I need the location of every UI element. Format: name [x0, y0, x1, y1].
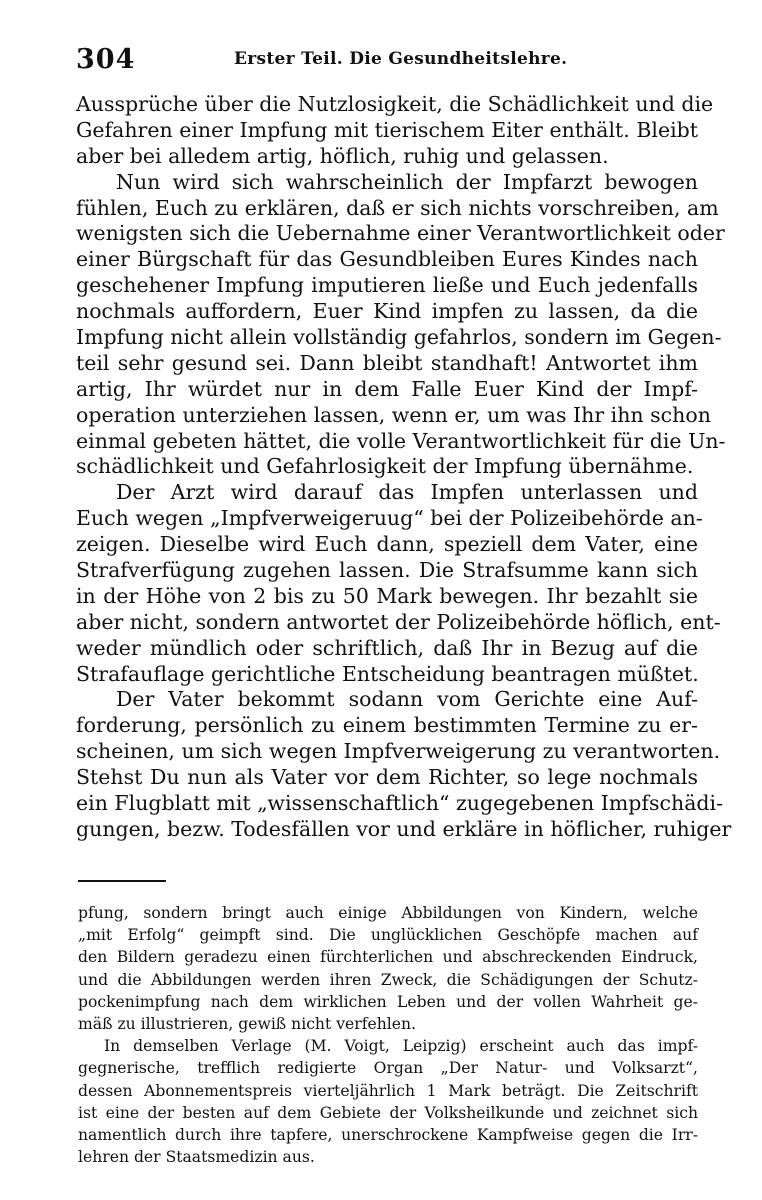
body-line: fühlen, Euch zu erklären, daß er sich nichts vorschreiben, am — [76, 195, 719, 220]
footnote-line: pockenimpfung nach dem wirklichen Leben und der vollen Wahrheit ge- — [78, 992, 698, 1011]
footnote-line: ist eine der besten auf dem Gebiete der Volksheilkunde und zeichnet sich — [78, 1103, 698, 1122]
body-line: artig, Ihr würdet nur in dem Falle Euer Kind der Impf- — [76, 376, 698, 401]
footnote-block — [78, 902, 698, 1168]
footnote-line: pfung, sondern bringt auch einige Abbildungen von Kindern, welche — [78, 904, 698, 922]
body-line: Strafauflage gerichtliche Entscheidung beantragen müßtet. — [76, 661, 699, 686]
body-text — [76, 92, 732, 843]
body-line: geschehener Impfung imputieren ließe und Euch jedenfalls — [76, 273, 698, 298]
body-line: ein Flugblatt mit „wissenschaftlich“ zugegebenen Impfschädi- — [76, 791, 724, 816]
body-line: einmal gebeten hättet, die volle Verantwortlichkeit für die Un- — [76, 428, 726, 453]
body-line: Der Arzt wird darauf das Impfen unterlassen und — [116, 480, 698, 505]
footnote-line: mäß zu illustrieren, gewiß nicht verfehlen. — [78, 1014, 416, 1033]
body-line: nochmals auffordern, Euer Kind impfen zu lassen, da die — [76, 299, 698, 324]
body-line: schädlichkeit und Gefahrlosigkeit der Impfung übernähme. — [76, 454, 694, 479]
body-line: aber bei alledem artig, höflich, ruhig und gelassen. — [76, 143, 609, 168]
body-line: Der Vater bekommt sodann vom Gerichte eine Auf- — [116, 687, 698, 712]
body-line: operation unterziehen lassen, wenn er, um was Ihr ihn schon — [76, 402, 711, 427]
body-line: aber nicht, sondern antwortet der Polizeibehörde höflich, ent- — [76, 609, 721, 634]
body-line: Gefahren einer Impfung mit tierischem Eiter enthält. Bleibt — [76, 117, 698, 142]
body-line: Aussprüche über die Nutzlosigkeit, die Schädlichkeit und die — [76, 92, 714, 116]
body-line: wenigsten sich die Uebernahme einer Verantwortlichkeit oder — [76, 221, 725, 246]
body-line: weder mündlich oder schriftlich, daß Ihr in Bezug auf die — [76, 635, 698, 660]
running-head: Erster Teil. Die Gesundheitslehre. — [234, 49, 568, 69]
footnote-line: den Bildern geradezu einen fürchterlichen und abschreckenden Eindruck, — [78, 948, 698, 967]
body-line: gungen, bezw. Todesfällen vor und erkläre in höflicher, ruhiger — [76, 816, 732, 841]
body-line: einer Bürgschaft für das Gesundbleiben Eures Kindes nach — [76, 247, 698, 272]
body-line: Strafverfügung zugehen lassen. Die Strafsumme kann sich — [76, 558, 698, 583]
body-line: Nun wird sich wahrscheinlich der Impfarzt bewogen — [116, 169, 698, 194]
body-line: Impfung nicht allein vollständig gefahrlos, sondern im Gegen- — [76, 325, 722, 350]
page-number: 304 — [76, 44, 136, 75]
body-line: forderung, persönlich zu einem bestimmten Termine zu er- — [76, 713, 698, 738]
page-header — [76, 44, 698, 80]
footnote-line: gegnerische, trefflich redigierte Organ „Der Natur- und Volksarzt“, — [78, 1059, 698, 1078]
footnote-line: lehren der Staatsmedizin aus. — [78, 1148, 315, 1167]
body-line: zeigen. Dieselbe wird Euch dann, speziell dem Vater, eine — [76, 532, 698, 557]
footnote-line: namentlich durch ihre tapfere, unerschrockene Kampfweise gegen die Irr- — [78, 1125, 698, 1144]
footnote-line: und die Abbildungen werden ihren Zweck, die Schädigungen der Schutz- — [78, 970, 698, 989]
body-line: in der Höhe von 2 bis zu 50 Mark bewegen. Ihr bezahlt sie — [76, 583, 698, 608]
footnote-line: „mit Erfolg“ geimpft sind. Die unglücklichen Geschöpfe machen auf — [78, 926, 698, 945]
body-line: Euch wegen „Impfverweigeruug“ bei der Polizeibehörde an- — [76, 506, 703, 531]
body-line: scheinen, um sich wegen Impfverweigerung zu verantworten. — [76, 739, 721, 764]
footnote-divider — [78, 880, 166, 882]
footnote-line: In demselben Verlage (M. Voigt, Leipzig) erscheint auch das impf- — [104, 1037, 698, 1056]
footnote-line: dessen Abonnementspreis vierteljährlich 1 Mark beträgt. Die Zeitschrift — [78, 1081, 698, 1100]
body-line: teil sehr gesund sei. Dann bleibt standhaft! Antwortet ihm — [76, 350, 698, 375]
body-line: Stehst Du nun als Vater vor dem Richter, so lege nochmals — [76, 765, 698, 790]
